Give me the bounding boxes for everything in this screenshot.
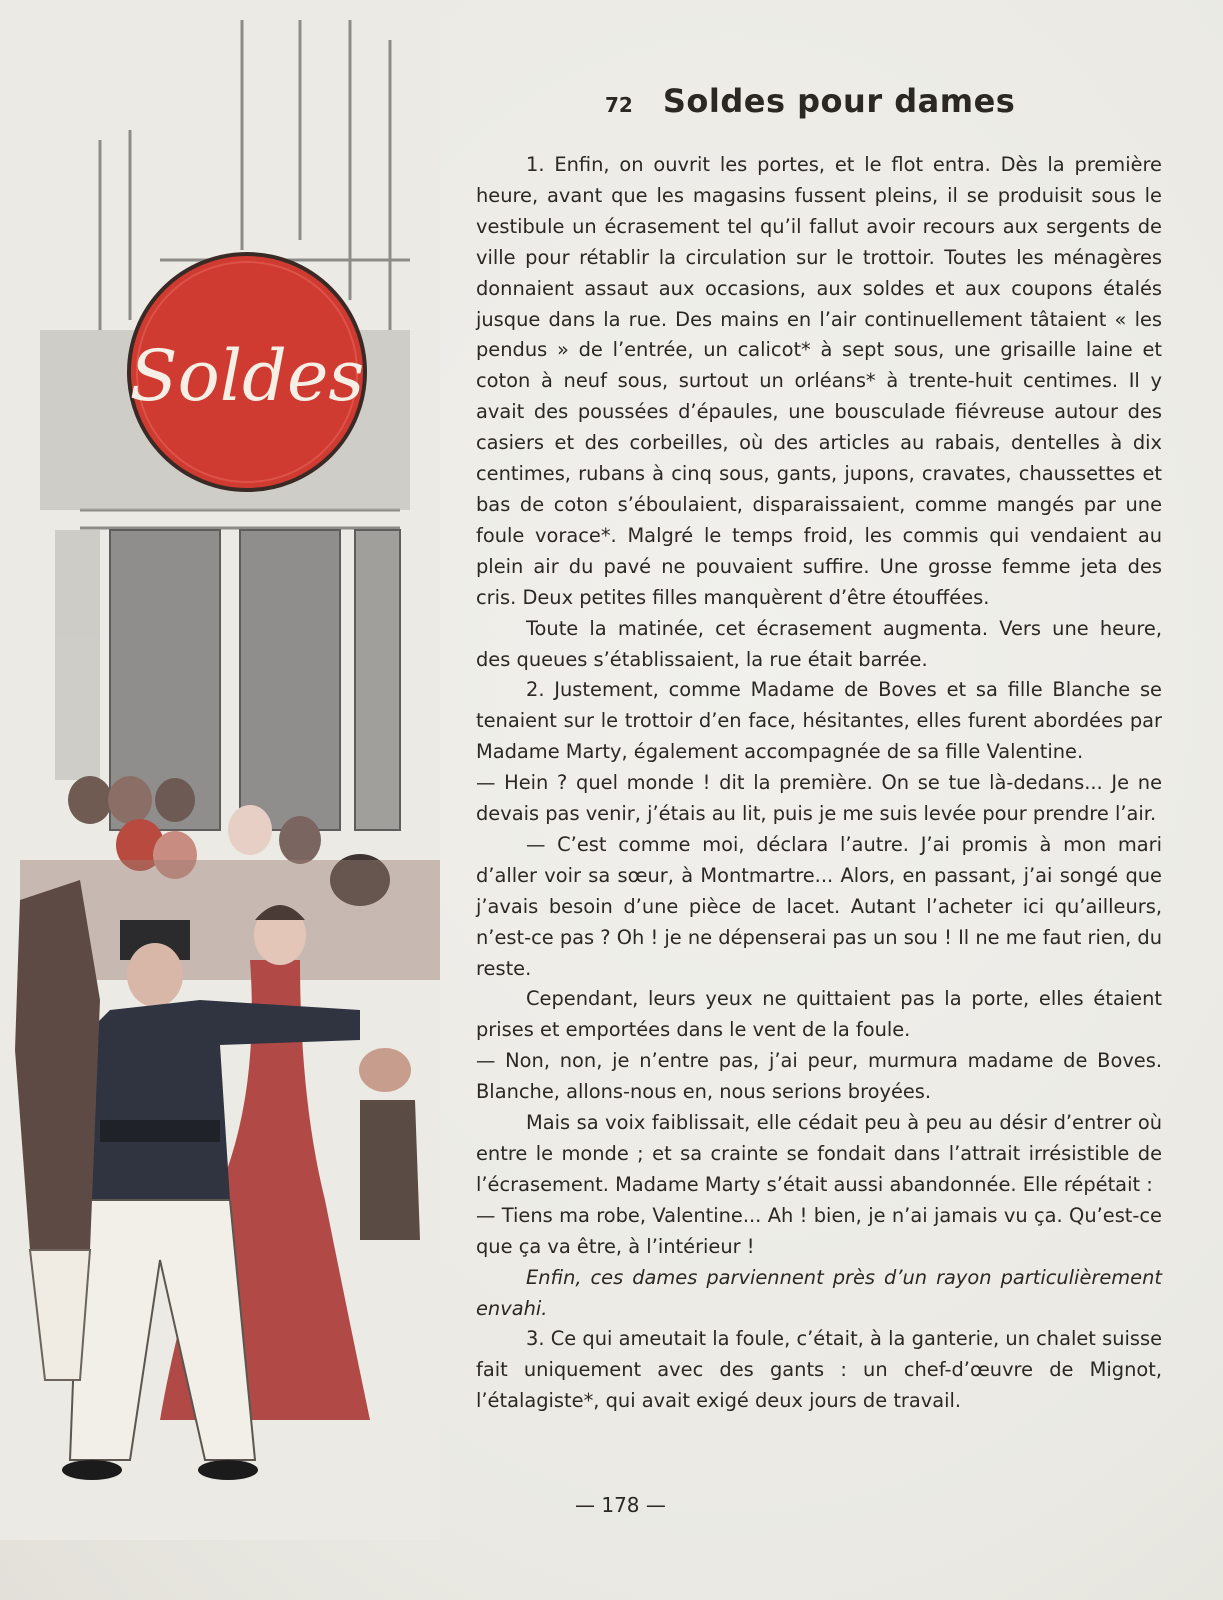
lesson-header [605, 82, 1015, 128]
page-number: — 178 — [575, 1493, 666, 1517]
paragraph: 3. Ce qui ameutait la foule, c’était, à la ganterie, un chalet suisse fait uniquement avec des gants : un chef-d’œuvre de Mignot, l’étalagiste*, qui avait exigé deux jours de travail. [476, 1327, 1162, 1413]
lesson-number: 72 [605, 93, 633, 117]
page-title: Soldes pour dames [662, 82, 1016, 120]
italic-summary: Enfin, ces dames parviennent près d’un rayon particulièrement envahi. [476, 1265, 1162, 1320]
paragraph: Mais sa voix faiblissait, elle cédait peu à peu au désir d’entrer où entre le monde ; et sa crainte se fondait dans l’attrait irrésistible de l’écrasement. Madame Marty s’était aussi abandonnée. Elle répétait : [476, 1111, 1162, 1196]
dialogue-line: — Hein ? quel monde ! dit la première. On se tue là-dedans... Je ne devais pas venir, j’étais au lit, puis je me suis levée pour prendre l’air. [476, 771, 1162, 826]
paragraph: Cependant, leurs yeux ne quittaient pas la porte, elles étaient prises et emportées dans le vent de la foule. [476, 987, 1162, 1042]
dialogue-line: — Non, non, je n’entre pas, j’ai peur, murmura madame de Boves. Blanche, allons-nous en, nous serions broyées. [476, 1049, 1162, 1104]
dialogue-line: — C’est comme moi, déclara l’autre. J’ai promis à mon mari d’aller voir sa sœur, à Montmartre... Alors, en passant, j’ai songé que j’avais besoin d’une pièce de lacet. Autant l’acheter ici qu’ailleurs, n’est-ce pas ? Oh ! je ne dépenserai pas un sou ! Il ne me faut rien, du reste. [476, 832, 1162, 980]
soldes-sign [129, 254, 365, 490]
street-crowd-illustration [0, 0, 440, 1540]
paragraph: 2. Justement, comme Madame de Boves et sa fille Blanche se tenaient sur le trottoir d’en face, hésitantes, elles furent abordées par Madame Marty, également accompagnée de sa fille Valentine. [476, 678, 1162, 764]
paragraph: 1. Enfin, on ouvrit les portes, et le flot entra. Dès la première heure, avant que les magasins fussent pleins, il se produisit sous le vestibule un écrasement tel qu’il fallut avoir recours aux sergents de ville pour rétablir la circulation sur le trottoir. Toutes les ménagères donnaient assaut aux occasions, aux soldes et aux coupons étalés jusque dans la rue. Des mains en l’air continuellement tâtaient « les pendus » de l’entrée, un calicot* à sept sous, une grisaille laine et coton à neuf sous, surtout un orléans* à trente-huit centimes. Il y avait des poussées d’épaules, une bousculade fiévreuse autour des casiers et des corbeilles, où des articles au rabais, dentelles à dix centimes, rubans à cinq sous, gants, jupons, cravates, chaussettes et bas de coton s’éboulaient, disparaissaient, comme mangés par une foule vorace*. Malgré le temps froid, les commis qui vendaient au plein air du pavé ne pouvaient suffire. Une grosse femme jeta des cris. Deux petites filles manquèrent d’être étouffées. [476, 153, 1162, 609]
dialogue-line: — Tiens ma robe, Valentine... Ah ! bien, je n’ai jamais vu ça. Qu’est-ce que ça va être, à l’intérieur ! [476, 1203, 1162, 1258]
shop-window [110, 530, 400, 830]
paragraph: Toute la matinée, cet écrasement augmenta. Vers une heure, des queues s’établissaient, la rue était barrée. [476, 616, 1162, 671]
story-text [476, 150, 1162, 1417]
sign-text: Soldes [129, 335, 365, 417]
